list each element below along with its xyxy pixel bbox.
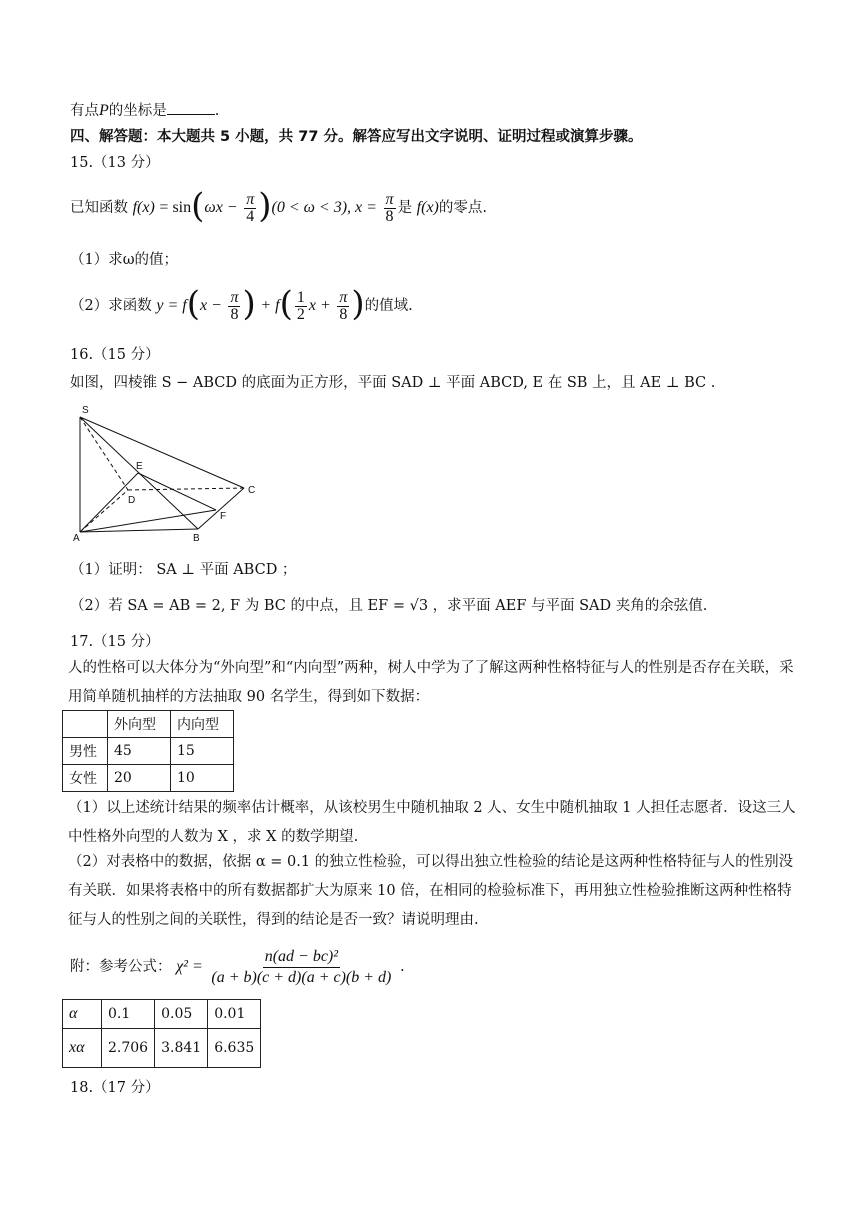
- q15-part2-suffix: 的值域.: [364, 298, 413, 314]
- formula-end: .: [399, 959, 405, 975]
- label-e: E: [136, 461, 143, 472]
- q15-frac-pi-8b: [228, 290, 240, 323]
- table-cell: 45: [108, 738, 171, 765]
- formula-numerator: n(ad − bc)²: [263, 949, 340, 968]
- label-d: D: [128, 495, 136, 506]
- q16-part1: （1）证明： SA ⊥ 平面 ABCD ；: [70, 562, 297, 578]
- q15-x-minus: x −: [199, 297, 222, 314]
- q15-y-eq: y = f: [156, 297, 187, 314]
- table-cell: 3.841: [155, 1029, 208, 1068]
- q17-part1: （1）以上述统计结果的频率估计概率，从该校男生中随机抽取 2 人、女生中随机抽取 1 人担任志愿者．设这三人中性格外向型的人数为 X ，求 X 的数学期望.: [68, 800, 796, 845]
- q15-part2: [70, 284, 413, 324]
- q15-paren-open: (: [191, 186, 205, 226]
- table-cell: 0.1: [102, 1000, 155, 1029]
- lead-prefix: 有点: [70, 103, 99, 119]
- table-cell: 20: [108, 765, 171, 792]
- label-c: C: [248, 485, 256, 496]
- q15-frac-1-2: [295, 290, 307, 323]
- table-cell: 男性: [63, 738, 108, 765]
- q17-ref-table: [62, 999, 261, 1068]
- q15-frac-den: 4: [246, 207, 255, 225]
- q16-header: 16.（15 分）: [70, 347, 160, 363]
- q17-header: 17.（15 分）: [70, 634, 160, 650]
- table-row: [63, 1029, 261, 1068]
- table-header-cell: 内向型: [171, 711, 234, 738]
- q15-paren-close: ): [258, 186, 272, 226]
- table-header-cell: 外向型: [108, 711, 171, 738]
- q15-stem-suffix: 的零点.: [438, 200, 487, 216]
- q15-frac-pi-8: [384, 192, 396, 225]
- point-var: P: [99, 102, 109, 119]
- q15-p2-open1: (: [186, 284, 200, 324]
- q15-frac5-num: π: [339, 288, 348, 306]
- lead-line: [70, 100, 219, 121]
- q15-range: (0 < ω < 3), x =: [271, 199, 377, 216]
- q15-frac5-den: 8: [339, 305, 348, 323]
- q15-p2-open2: (: [279, 284, 293, 324]
- label-f: F: [220, 511, 227, 522]
- lead-end: .: [214, 103, 220, 119]
- q15-is: 是: [397, 200, 413, 216]
- table-cell: 2.706: [102, 1029, 155, 1068]
- table-row: [63, 1000, 261, 1029]
- q15-stem: [70, 186, 487, 226]
- q15-frac4-den: 2: [296, 305, 305, 323]
- q16-stem: 如图，四棱锥 S − ABCD 的底面为正方形，平面 SAD ⊥ 平面 ABCD, E 在 SB 上，且 AE ⊥ BC .: [70, 375, 716, 391]
- label-b: B: [193, 533, 200, 542]
- table-cell: xα: [63, 1029, 102, 1068]
- label-a: A: [73, 533, 80, 542]
- table-row: [63, 738, 234, 765]
- table-cell: 10: [171, 765, 234, 792]
- q15-frac3-num: π: [230, 288, 239, 306]
- q15-p2-close1: ): [242, 284, 256, 324]
- table-header-cell: [63, 711, 108, 738]
- q17-data-table: [62, 710, 234, 792]
- q15-stem-prefix: 已知函数: [70, 200, 128, 216]
- q17-formula: [70, 945, 405, 989]
- q15-header: 15.（13 分）: [70, 155, 160, 171]
- q15-part1: （1）求ω的值；: [70, 252, 179, 268]
- q15-part2-prefix: （2）求函数: [70, 298, 152, 314]
- q17-intro: 人的性格可以大体分为“外向型”和“内向型”两种，树人中学为了了解这两种性格特征与人的性别是否存在关联，采用简单随机抽样的方法抽取 90 名学生，得到如下数据：: [68, 660, 794, 705]
- q15-frac2-den: 8: [385, 207, 394, 225]
- q15-frac-pi-4: [244, 192, 256, 225]
- q15-sin: = sin: [159, 199, 192, 216]
- table-cell: 0.05: [155, 1000, 208, 1029]
- q17-part2: （2）对表格中的数据，依据 α = 0.1 的独立性检验，可以得出独立性检验的结论是这两种性格特征与人的性别没有关联．如果将表格中的所有数据都扩大为原来 10 倍，在相同的检验标准下，再用独立性检验推断这两种性格特征与人的性别之间的关联性，得到的结论是否一致？请说明理由.: [68, 854, 794, 928]
- q15-p2-close2: ): [351, 284, 365, 324]
- table-cell: 6.635: [208, 1029, 261, 1068]
- q15-x-plus: x +: [308, 297, 331, 314]
- table-cell: 15: [171, 738, 234, 765]
- q15-frac2-num: π: [385, 190, 394, 208]
- label-s: S: [82, 405, 89, 416]
- q16-part2: （2）若 SA = AB = 2, F 为 BC 的中点，且 EF = √3 ，求平面 AEF 与平面 SAD 夹角的余弦值.: [70, 598, 708, 614]
- answer-blank[interactable]: [167, 100, 215, 115]
- table-cell: 女性: [63, 765, 108, 792]
- q15-fx-2: f(x): [416, 199, 439, 216]
- pyramid-figure: [66, 402, 266, 542]
- q18-header: 18.（17 分）: [70, 1080, 160, 1096]
- q15-frac-pi-8c: [337, 290, 349, 323]
- q15-frac-num: π: [246, 190, 255, 208]
- formula-chi: χ² =: [176, 958, 203, 975]
- formula-denominator: (a + b)(c + d)(a + c)(b + d): [211, 968, 392, 986]
- formula-fraction: [209, 949, 393, 986]
- table-cell: α: [63, 1000, 102, 1029]
- section-heading: 四、解答题：本大题共 5 小题，共 77 分。解答应写出文字说明、证明过程或演算步骤。: [70, 129, 643, 145]
- q15-omega-x: ωx −: [204, 199, 238, 216]
- q15-frac4-num: 1: [296, 288, 305, 306]
- table-cell: 0.01: [208, 1000, 261, 1029]
- q15-fx: f(x): [132, 199, 155, 216]
- formula-prefix: 附：参考公式：: [70, 959, 172, 975]
- q15-plus-f: + f: [260, 297, 280, 314]
- lead-suffix: 的坐标是: [108, 103, 167, 119]
- table-header-row: [63, 711, 234, 738]
- q15-frac3-den: 8: [230, 305, 239, 323]
- table-row: [63, 765, 234, 792]
